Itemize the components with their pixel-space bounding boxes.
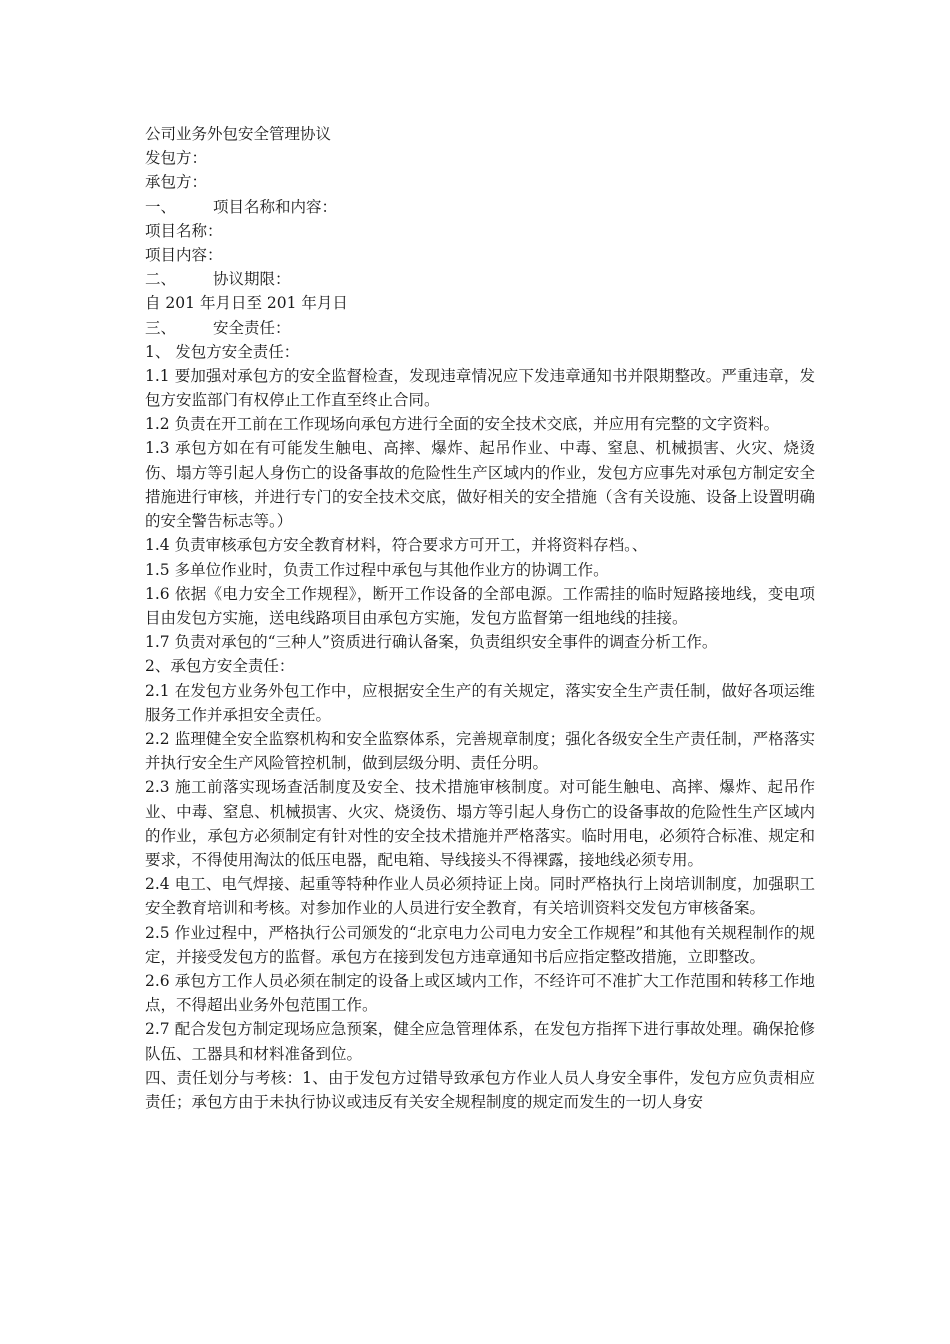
paragraph: 2.2 监理健全安全监察机构和安全监察体系，完善规章制度；强化各级安全生产责任制，严格落实并执行安全生产风险管控机制，做到层级分明、责任分明。 — [145, 729, 815, 773]
document-page — [145, 122, 815, 1114]
paragraph: 1.5 多单位作业时，负责工作过程中承包与其他作业方的协调工作。 — [145, 560, 609, 579]
contractor-b-heading: 2、承包方安全责任： — [145, 657, 295, 676]
section1-heading — [145, 195, 815, 219]
section2-number: 二、 — [145, 270, 177, 289]
agreement-period: 自 201 年月日至 201 年月日 — [145, 294, 348, 313]
project-name-field: 项目名称： — [145, 221, 223, 240]
contractor-a-heading: 1、 发包方安全责任： — [145, 342, 300, 361]
paragraph: 2.5 作业过程中，严格执行公司颁发的“北京电力公司电力安全工作规程”和其他有关规程制作的规定，并接受发包方的监督。承包方在接到发包方违章通知书后应指定整改措施，立即整改。 — [145, 923, 815, 966]
project-content-field: 项目内容： — [145, 245, 223, 264]
section2-title: 协议期限： — [213, 270, 291, 289]
section1-number: 一、 — [145, 197, 177, 216]
paragraph: 2.4 电工、电气焊接、起重等特种作业人员必须持证上岗。同时严格执行上岗培训制度，加强职工安全教育培训和考核。对参加作业的人员进行安全教育，有关培训资料交发包方审核备案。 — [145, 875, 815, 918]
paragraph: 1.1 要加强对承包方的安全监督检查，发现违章情况应下发违章通知书并限期整改。严重违章，发包方安监部门有权停止工作直至终止合同。 — [145, 366, 815, 410]
paragraph: 2.3 施工前落实现场查活制度及安全、技术措施审核制度。对可能生触电、高摔、爆炸、起吊作业、中毒、窒息、机械损害、火灾、烧烫伤、塌方等引起人身伤亡的设备事故的危险性生产区域内的作业，承包方必须制定有针对性的安全技术措施并严格落实。临时用电，必须符合标准、规定和要求，不得使用淘汰的低压电器，配电箱、导线接头不得裸露，接地线必须专用。 — [145, 778, 815, 869]
section3-title: 安全责任： — [213, 318, 291, 337]
paragraph: 1.7 负责对承包的“三种人”资质进行确认备案，负责组织安全事件的调查分析工作。 — [145, 633, 718, 652]
paragraph: 1.3 承包方如在有可能发生触电、高摔、爆炸、起吊作业、中毒、窒息、机械损害、火灾、烧烫伤、塌方等引起人身伤亡的设备事故的危险性生产区域内的作业，发包方应事先对承包方制定安全措施进行审核，并进行专门的安全技术交底，做好相关的安全措施（含有关设施、设备上设置明确的安全警告标志等。） — [145, 439, 815, 531]
paragraph: 1.2 负责在开工前在工作现场向承包方进行全面的安全技术交底，并应用有完整的文字资料。 — [145, 415, 780, 434]
paragraph: 2.1 在发包方业务外包工作中，应根据安全生产的有关规定，落实安全生产责任制，做好各项运维服务工作并承担安全责任。 — [145, 681, 815, 724]
document-title: 公司业务外包安全管理协议 — [145, 125, 332, 143]
paragraph: 1.6 依据《电力安全工作规程》，断开工作设备的全部电源。工作需挂的临时短路接地线，变电项目由发包方实施，送电线路项目由承包方实施，发包方监督第一组地线的挂接。 — [145, 584, 815, 627]
section2-heading — [145, 267, 815, 291]
party-b-field: 承包方： — [145, 173, 208, 192]
section1-title: 项目名称和内容： — [213, 197, 338, 216]
section4-paragraph: 四、责任划分与考核：1、由于发包方过错导致承包方作业人员人身安全事件，发包方应负责相应责任；承包方由于未执行协议或违反有关安全规程制度的规定而发生的一切人身安 — [145, 1068, 815, 1111]
paragraph: 1.4 负责审核承包方安全教育材料，符合要求方可开工，并将资料存档。、 — [145, 536, 648, 555]
section3-number: 三、 — [145, 318, 177, 337]
section3-heading — [145, 316, 815, 340]
paragraph: 2.6 承包方工作人员必须在制定的设备上或区域内工作，不经许可不准扩大工作范围和转移工作地点，不得超出业务外包范围工作。 — [145, 971, 815, 1015]
paragraph: 2.7 配合发包方制定现场应急预案，健全应急管理体系，在发包方指挥下进行事故处理。确保抢修队伍、工器具和材料准备到位。 — [145, 1020, 815, 1063]
party-a-field: 发包方： — [145, 149, 208, 168]
